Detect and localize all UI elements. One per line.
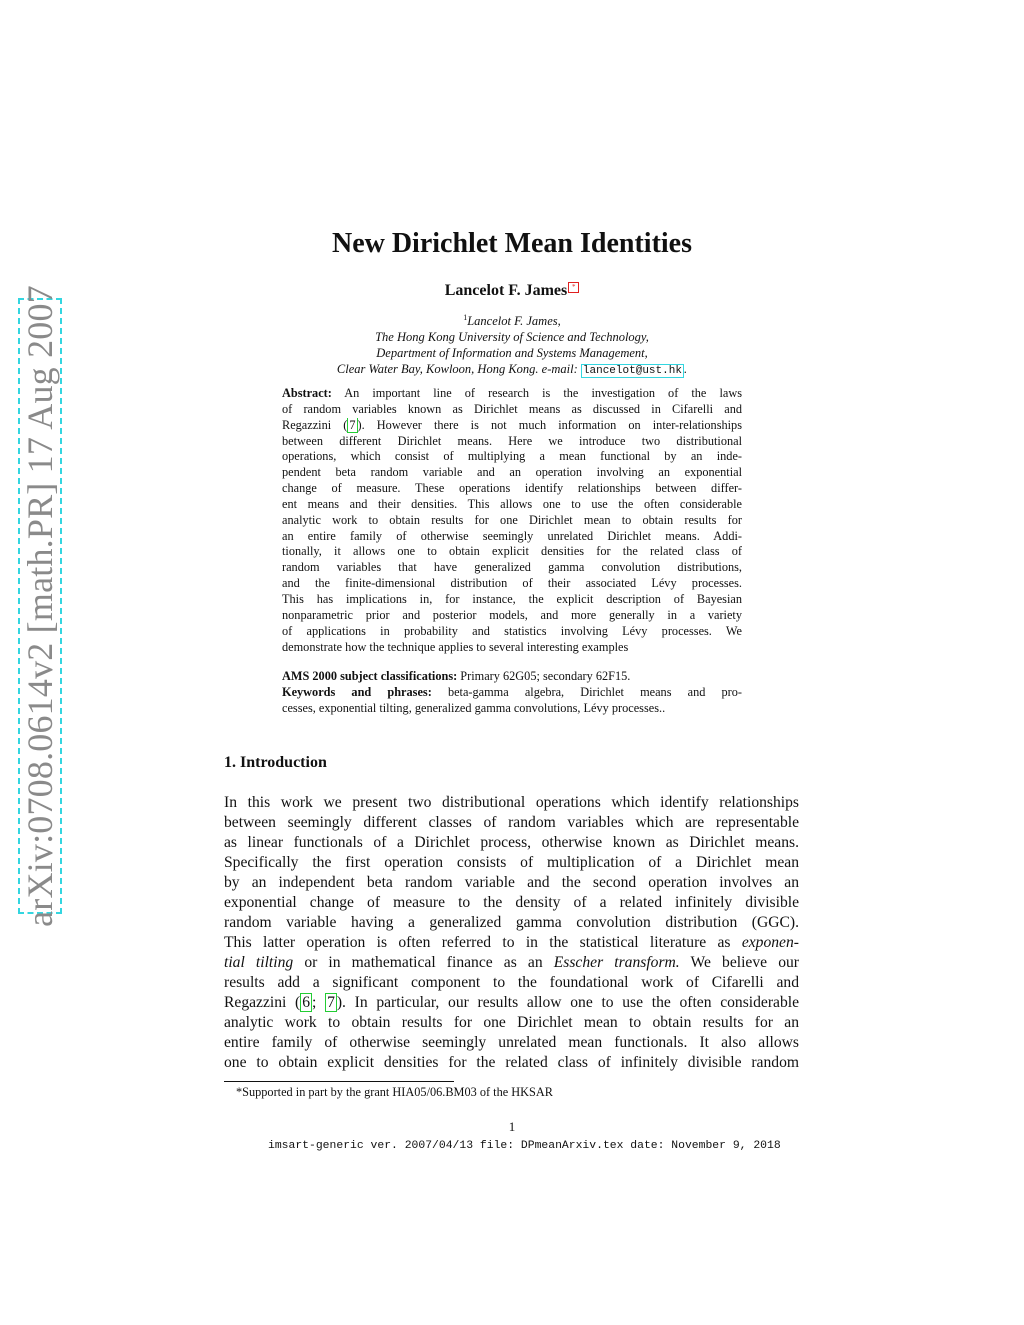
- footnote: *Supported in part by the grant HIA05/06.BM03 of the HKSAR: [236, 1085, 553, 1099]
- running-footer: imsart-generic ver. 2007/04/13 file: DPmeanArxiv.tex date: November 9, 2018: [268, 1140, 781, 1152]
- body-line: analytic work to obtain results for one Dirichlet mean to obtain results for an: [224, 1014, 799, 1031]
- body-line: entire family of otherwise seemingly unrelated mean functionals. It also allows: [224, 1034, 799, 1051]
- abstract-line: nonparametric prior and posterior models, and more generally in a variety: [282, 607, 742, 622]
- ams-classification: AMS 2000 subject classifications: Primary 62G05; secondary 62F15.: [282, 669, 631, 683]
- abstract-line: of applications in probability and statistics involving Lévy processes. We: [282, 623, 742, 638]
- abstract-line: analytic work to obtain results for one Dirichlet mean to obtain results for: [282, 512, 742, 527]
- keywords-line: Keywords and phrases: beta-gamma algebra, Dirichlet means and pro-: [282, 685, 742, 699]
- section-heading: 1. Introduction: [224, 754, 327, 771]
- abstract-line: random variables that have generalized gamma convolution distributions,: [282, 560, 742, 575]
- body-line: as linear functionals of a Dirichlet process, otherwise known as Dirichlet means.: [224, 834, 799, 851]
- abstract-line: ent means and their densities. This allows one to use the often considerable: [282, 496, 742, 511]
- citation-link[interactable]: 7: [327, 994, 335, 1011]
- paper-title: New Dirichlet Mean Identities: [331, 228, 693, 259]
- affiliation-line: Department of Information and Systems Management,: [376, 346, 648, 361]
- arxiv-side-stamp: [18, 285, 62, 927]
- abstract: [282, 386, 742, 655]
- abstract-line: of random variables known as Dirichlet means as discussed in Cifarelli and: [282, 401, 742, 416]
- arxiv-identifier: arXiv:0708.0614v2 [math.PR] 17 Aug 2007: [20, 285, 60, 927]
- body-line: Specifically the first operation consists of multiplication of a Dirichlet mean: [224, 854, 799, 871]
- classification-block: [282, 668, 752, 716]
- affiliation-line: The Hong Kong University of Science and Technology,: [375, 330, 649, 345]
- abstract-line: pendent beta random variable and an operation involving an exponential: [282, 465, 742, 480]
- abstract-line: Regazzini ( 7 ). However there is not much information on inter-relationships: [282, 417, 742, 432]
- affiliation-line: Clear Water Bay, Kowloon, Hong Kong. e-mail: lancelot@ust.hk .: [336, 362, 688, 378]
- abstract-line: demonstrate how the technique applies to several interesting examples: [282, 639, 629, 654]
- body-line: exponential change of measure to the density of a related infinitely divisible: [224, 894, 799, 911]
- body-line: In this work we present two distributional operations which identify relationships: [224, 794, 799, 811]
- author-name: Lancelot F. James: [444, 282, 568, 299]
- affiliation-line: $^1$Lancelot F. James,: [463, 313, 561, 329]
- abstract-line: change of measure. These operations identify relationships between differ-: [282, 481, 742, 496]
- abstract-line: between different Dirichlet means. Here we introduce two distributional: [282, 433, 742, 448]
- body-line: Regazzini ( 6 ; 7 ). In particular, our results allow one to use the often considerable: [224, 994, 799, 1011]
- body-line: random variable having a generalized gamma convolution distribution (GGC).: [224, 914, 799, 931]
- abstract-line: operations, which consist of multiplying a mean functional by an inde-: [282, 449, 742, 464]
- body-line: results add a significant component to the foundational work of Cifarelli and: [224, 974, 799, 991]
- citation-link[interactable]: 6: [302, 994, 311, 1011]
- body-line: by an independent beta random variable and the second operation involves an: [224, 874, 799, 891]
- abstract-line: Abstract: An important line of research is the investigation of the laws: [282, 386, 742, 400]
- footnote-marker-link[interactable]: *: [568, 282, 579, 293]
- affiliation-block: [0, 310, 1024, 379]
- body-line: between seemingly different classes of random variables which are representable: [224, 814, 799, 831]
- intro-paragraph: [224, 793, 799, 1073]
- page-number: 1: [508, 1119, 516, 1134]
- email-link[interactable]: lancelot@ust.hk: [582, 365, 682, 378]
- abstract-line: tionally, it allows one to obtain explicit densities for the related class of: [282, 544, 742, 559]
- citation-link[interactable]: 7: [349, 417, 356, 432]
- body-line: one to obtain explicit densities for the related class of infinitely divisible random: [224, 1054, 799, 1071]
- footnote-rule: [224, 1081, 454, 1082]
- author-line: [0, 282, 1024, 300]
- abstract-line: an entire family of otherwise seemingly unrelated Dirichlet means. Addi-: [282, 528, 742, 543]
- abstract-label: Abstract:: [282, 386, 332, 400]
- abstract-line: This has implications in, for instance, the explicit description of Bayesian: [282, 591, 742, 606]
- keywords-line: cesses, exponential tilting, generalized gamma convolutions, Lévy processes..: [282, 701, 666, 715]
- body-line: This latter operation is often referred to in the statistical literature as exponen-: [224, 934, 799, 951]
- body-line: tial tilting or in mathematical finance as an Esscher transform. We believe our: [224, 954, 799, 971]
- abstract-line: and the finite-dimensional distribution of their associated Lévy processes.: [282, 576, 742, 591]
